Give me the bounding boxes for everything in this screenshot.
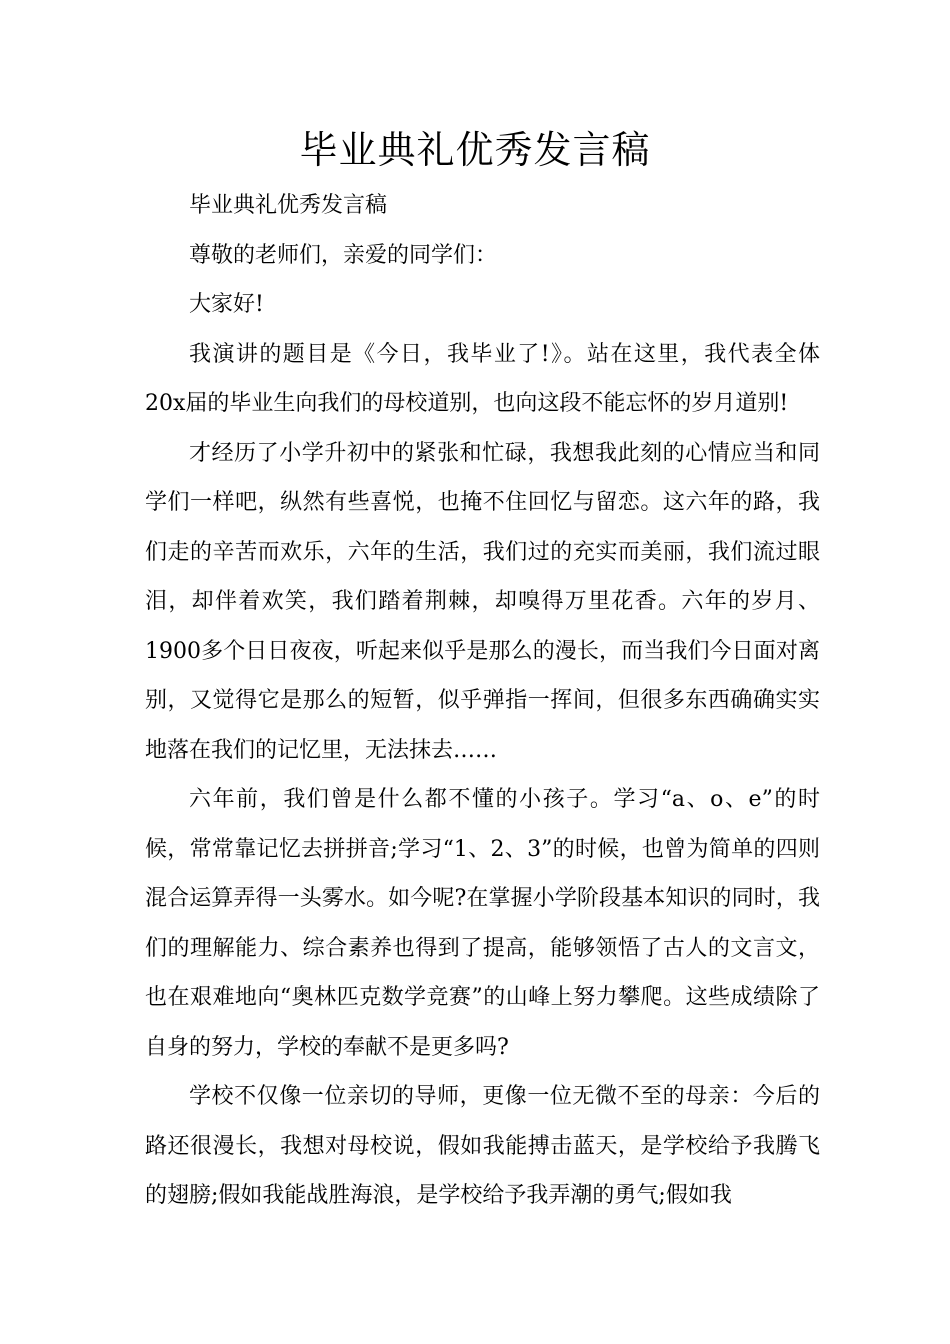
paragraph: 才经历了小学升初中的紧张和忙碌，我想我此刻的心情应当和同学们一样吧，纵然有些喜悦，也掩不住回忆与留恋。这六年的路，我们走的辛苦而欢乐，六年的生活，我们过的充实而美丽，我们流过眼泪，却伴着欢笑，我们踏着荆棘，却嗅得万里花香。六年的岁月、1900多个日日夜夜，听起来似乎是那么的漫长，而当我们今日面对离别，又觉得它是那么的短暂，似乎弹指一挥间，但很多东西确确实实地落在我们的记忆里，无法抹去…… [145,440,820,763]
paragraph: 学校不仅像一位亲切的导师，更像一位无微不至的母亲：今后的路还很漫长，我想对母校说，假如我能搏击蓝天，是学校给予我腾飞的翅膀;假如我能战胜海浪，是学校给予我弄潮的勇气;假如我 [145,1084,820,1208]
paragraph-subtitle: 毕业典礼优秀发言稿 [189,193,388,218]
paragraph: 我演讲的题目是《今日，我毕业了!》。站在这里，我代表全体20x届的毕业生向我们的母校道别，也向这段不能忘怀的岁月道别! [145,341,820,416]
document-body [145,181,820,1221]
document-title: 毕业典礼优秀发言稿 [299,128,651,172]
paragraph: 六年前，我们曾是什么都不懂的小孩子。学习“a、o、e”的时候，常常靠记忆去拼拼音;学习“1、2、3”的时候，也曾为简单的四则混合运算弄得一头雾水。如今呢?在掌握小学阶段基本知识的同时，我们的理解能力、综合素养也得到了提高，能够领悟了古人的文言文，也在艰难地向“奥林匹克数学竞赛”的山峰上努力攀爬。这些成绩除了自身的努力，学校的奉献不是更多吗? [145,787,820,1060]
paragraph-greeting: 大家好! [189,292,264,317]
paragraph-salutation: 尊敬的老师们，亲爱的同学们： [189,242,498,268]
